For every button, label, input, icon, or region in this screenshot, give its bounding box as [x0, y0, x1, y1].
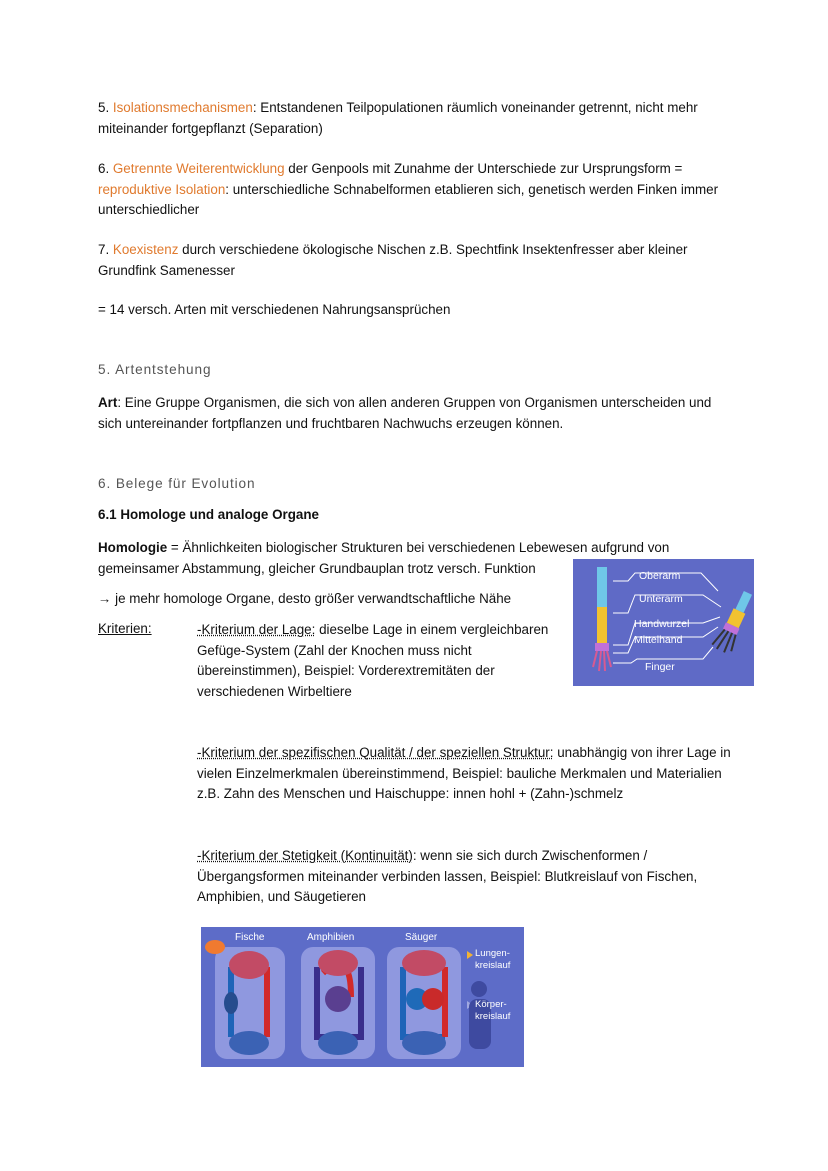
term: Isolationsmechanismen — [112, 100, 253, 115]
item-number: 5. — [98, 100, 113, 115]
item-6 — [98, 159, 738, 221]
criterion-text: : wenn sie sich durch Zwischenformen / Übergangsformen miteinander verbinden lassen, Beispiel: Blutkreislauf von Fischen, Amphibien, und Säugetieren — [197, 848, 698, 904]
definition-art — [98, 393, 738, 434]
term: reproduktive Isolation — [98, 181, 226, 197]
criterion-title: -Kriterium der spezifischen Qualität / der speziellen Struktur: — [197, 745, 554, 760]
item-7 — [98, 240, 738, 281]
criterion-title: -Kriterium der Stetigkeit (Kontinuität) — [197, 848, 413, 863]
legend-lungenkreislauf: Lungen- kreislauf — [475, 948, 511, 971]
label-mittelhand: Mittelhand — [634, 634, 683, 646]
criterion-position — [197, 620, 559, 702]
section-heading: 5. Artentstehung — [98, 362, 212, 377]
definition-text: : Eine Gruppe Organismen, die sich von allen anderen Gruppen von Organismen unterscheiden und sich untereinander fortpflanzen und fruchtbaren Nachwuchs erzeugen können. — [98, 395, 712, 431]
section-heading: 6. Belege für Evolution — [98, 476, 256, 491]
item-5 — [98, 98, 738, 139]
panel-fische: Fische — [235, 932, 265, 943]
term: Art — [98, 395, 118, 410]
item-text: : Entstandenen Teilpopulationen räumlich voneinander getrennt, nicht mehr miteinander fortgepflanzt (Separation) — [98, 100, 698, 136]
term: Homologie — [98, 540, 168, 555]
item-number: 6. — [98, 161, 113, 176]
term: Getrennte Weiterentwicklung — [112, 161, 285, 176]
item-text: durch verschiedene ökologische Nischen z.B. Spechtfink Insektenfresser aber kleiner Grundfink Samenesser — [98, 242, 688, 278]
label-handwurzel: Handwurzel — [634, 618, 690, 630]
label-unterarm: Unterarm — [639, 593, 683, 605]
result-line: = 14 versch. Arten mit verschiedenen Nahrungsansprüchen — [98, 302, 451, 317]
arrow-statement: → je mehr homologe Organe, desto größer verwandtschaftliche Nähe — [98, 591, 512, 606]
item-number: 7. — [98, 242, 113, 257]
criterion-text: dieselbe Lage in einem vergleichbaren Gefüge-System (Zahl der Knochen muss nicht übereinstimmen), Beispiel: Vorderextremitäten der verschiedenen Wirbeltiere — [197, 622, 549, 699]
label-finger: Finger — [645, 661, 675, 673]
label-oberarm: Oberarm — [639, 570, 681, 582]
criterion-quality — [197, 743, 737, 805]
panel-amphibien: Amphibien — [307, 932, 355, 943]
criterion-text: unabhängig von ihrer Lage in vielen Einzelmerkmalen übereinstimmend, Beispiel: bauliche Merkmalen und Materialien z.B. Zahn des Menschen und Haischuppe: innen hohl + (Zahn-)schmelz — [197, 745, 731, 801]
criterion-continuity — [197, 846, 737, 908]
item-text: der Genpools mit Zunahme der Unterschiede zur Ursprungsform = — [284, 161, 683, 176]
criterion-title: -Kriterium der Lage: — [197, 622, 316, 637]
forelimb-figure — [573, 559, 754, 686]
panel-saeuger: Säuger — [405, 932, 438, 943]
subsection-title: 6.1 Homologe und analoge Organe — [98, 507, 319, 522]
legend-koerperkreislauf: Körper- kreislauf — [475, 999, 511, 1022]
circulation-figure — [201, 927, 524, 1067]
definition-text: = Ähnlichkeiten biologischer Strukturen bei verschiedenen Lebewesen aufgrund von gemeinsamer Abstammung, gleicher Grundbauplan trotz versch. Funktion — [98, 540, 670, 576]
term: Koexistenz — [112, 242, 179, 257]
item-text: : unterschiedliche Schnabelformen etablieren sich, genetisch werden Finken immer unterschiedlicher — [98, 181, 719, 217]
criteria-label: Kriterien: — [98, 621, 152, 636]
